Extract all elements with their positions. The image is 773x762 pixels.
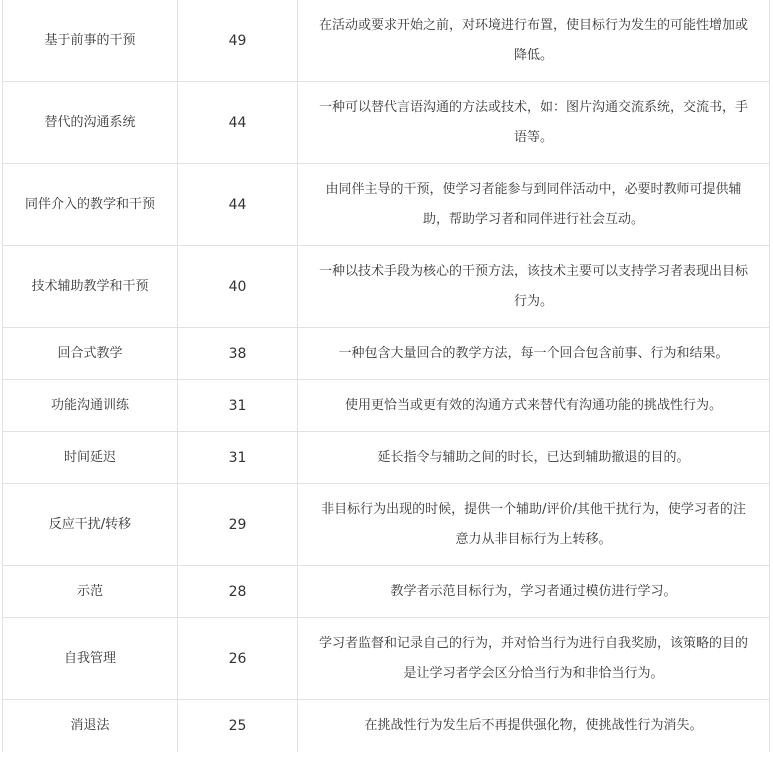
strategy-description: 由同伴主导的干预，使学习者能参与到同伴活动中，必要时教师可提供辅助，帮助学习者和同伴进行社会互动。: [298, 164, 770, 246]
table-row: [3, 432, 770, 484]
strategy-name: 自我管理: [3, 618, 178, 700]
strategy-description: 延长指令与辅助之间的时长，已达到辅助撤退的目的。: [298, 432, 770, 484]
table-row: [3, 246, 770, 328]
strategy-name: 同伴介入的教学和干预: [3, 164, 178, 246]
study-count: 31: [178, 432, 298, 484]
strategy-description: 一种可以替代言语沟通的方法或技术，如：图片沟通交流系统，交流书，手语等。: [298, 82, 770, 164]
strategy-name: 技术辅助教学和干预: [3, 246, 178, 328]
study-count: 28: [178, 566, 298, 618]
study-count: 31: [178, 380, 298, 432]
study-count: 26: [178, 618, 298, 700]
strategy-name: 示范: [3, 566, 178, 618]
strategy-name: 反应干扰/转移: [3, 484, 178, 566]
strategy-description: 使用更恰当或更有效的沟通方式来替代有沟通功能的挑战性行为。: [298, 380, 770, 432]
table-row: [3, 82, 770, 164]
strategy-name: 功能沟通训练: [3, 380, 178, 432]
table-row: [3, 164, 770, 246]
table-row: [3, 380, 770, 432]
table-row: [3, 566, 770, 618]
strategy-name: 回合式教学: [3, 328, 178, 380]
strategy-name: 消退法: [3, 700, 178, 753]
strategy-name: 替代的沟通系统: [3, 82, 178, 164]
strategy-description: 一种以技术手段为核心的干预方法，该技术主要可以支持学习者表现出目标行为。: [298, 246, 770, 328]
strategy-name: 基于前事的干预: [3, 0, 178, 82]
study-count: 49: [178, 0, 298, 82]
study-count: 38: [178, 328, 298, 380]
study-count: 44: [178, 82, 298, 164]
table-row: [3, 618, 770, 700]
study-count: 40: [178, 246, 298, 328]
table-row: [3, 0, 770, 82]
study-count: 29: [178, 484, 298, 566]
table-row: [3, 700, 770, 753]
strategy-description: 在活动或要求开始之前，对环境进行布置，使目标行为发生的可能性增加或降低。: [298, 0, 770, 82]
study-count: 44: [178, 164, 298, 246]
strategy-name: 时间延迟: [3, 432, 178, 484]
strategy-table: [2, 0, 770, 752]
table-row: [3, 484, 770, 566]
strategy-description: 在挑战性行为发生后不再提供强化物，使挑战性行为消失。: [298, 700, 770, 753]
strategy-description: 学习者监督和记录自己的行为，并对恰当行为进行自我奖励，该策略的目的是让学习者学会区分恰当行为和非恰当行为。: [298, 618, 770, 700]
table-row: [3, 328, 770, 380]
study-count: 25: [178, 700, 298, 753]
strategy-description: 一种包含大量回合的教学方法，每一个回合包含前事、行为和结果。: [298, 328, 770, 380]
strategy-description: 教学者示范目标行为，学习者通过模仿进行学习。: [298, 566, 770, 618]
strategy-description: 非目标行为出现的时候，提供一个辅助/评价/其他干扰行为，使学习者的注意力从非目标行为上转移。: [298, 484, 770, 566]
